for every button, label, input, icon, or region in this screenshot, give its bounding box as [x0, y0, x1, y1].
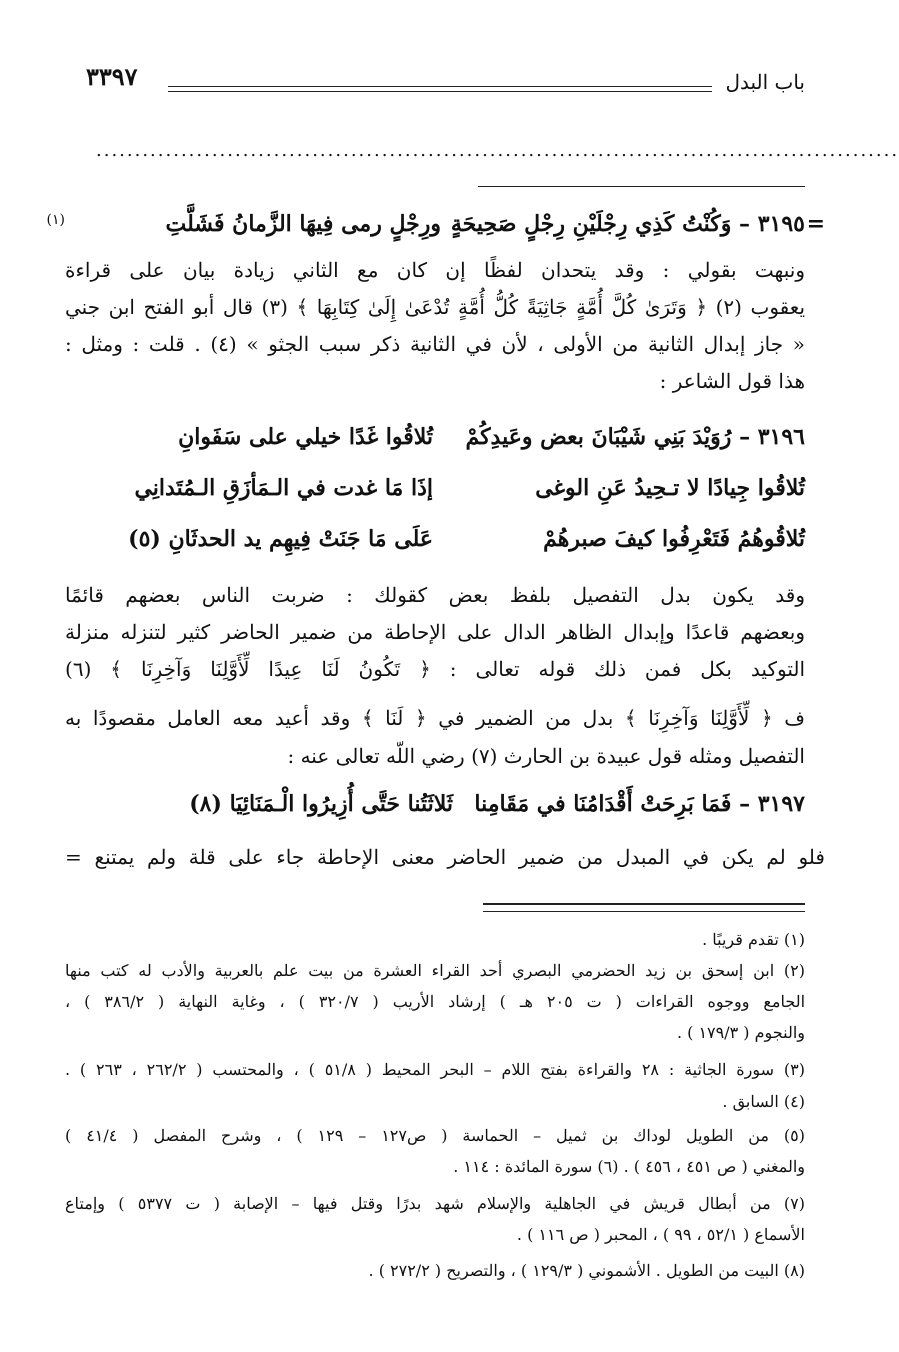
header-rule [168, 91, 712, 92]
page-number: ٣٣٩٧ [86, 62, 138, 91]
verse-3196-hemistich: عَلَى مَا جَنَتْ فِيهِم يد الحدثَانِ (٥) [128, 526, 433, 552]
verse-3197-second-hemistich: ثَلاثَتُنا حَتَّى أُزِيرُوا الْـمَنَائِيَا (٨) [189, 791, 453, 817]
body-line: وبعضهم قاعدًا وإبدال الظاهر الدال على الإحاطة من ضمير الحاضر كثير لتنزله منزلة [65, 620, 805, 644]
body-line: فلو لم يكن في المبدل من ضمير الحاضر معنى الإحاطة جاء على قلة ولم يمتنع = [65, 845, 825, 869]
body-line: التوكيد بكل فمن ذلك قوله تعالى : ﴿ تَكُونُ لَنَا عِيدًا لِّأَوَّلِنَا وَآخِرِنَا ﴾ (٦) [65, 657, 805, 681]
verse-3197-first-hemistich: ٣١٩٧ – فَمَا بَرِحَتْ أَقْدَامُنَا في مَقَامِنا [474, 791, 805, 817]
verse-3196-hemistich: ٣١٩٦ – رُوَيْدَ بَنِي شَيْبَانَ بعض وعَيدِكُمْ [465, 424, 805, 450]
footnote: (١) تقدم قريبًا . [702, 930, 805, 949]
verse-3196-hemistich: تُلاقُوا غَدًا خيلي على سَفَوانِ [178, 424, 433, 450]
verse-3196-hemistich: تُلاقُوهُمُ فَتَعْرِفُوا كيفَ صبرهُمْ [543, 526, 805, 552]
body-line: هذا قول الشاعر : [659, 369, 805, 393]
footnote: (٤) السابق . [722, 1092, 805, 1111]
body-line: وقد يكون بدل التفصيل بلفظ بعض كقولك : ضربت الناس بعضهم قائمًا [65, 583, 805, 607]
footnote-rule [483, 911, 805, 912]
footnote-rule [483, 903, 805, 905]
continuation-mark: = [806, 211, 825, 237]
body-line: ف ﴿ لِّأَوَّلِنَا وَآخِرِنَا ﴾ بدل من الضمير في ﴿ لَنَا ﴾ وقد أعيد معه العامل مقصودًا به [65, 706, 805, 730]
footnote: (٥) من الطويل لوداك بن ثميل – الحماسة ( ص١٢٧ – ١٢٩ ) ، وشرح المفصل ( ٤١/٤ ) [65, 1126, 806, 1145]
footnote: (٧) من أبطال قريش في الجاهلية والإسلام شهد بدرًا وقتل فيها – الإصابة ( ت ٥٣٧٧ ) وإمتاع [65, 1194, 806, 1213]
chapter-title: باب البدل [725, 70, 805, 94]
footnote: والنجوم ( ١٧٩/٣ ) . [676, 1023, 805, 1042]
footnote-ref: (١) [46, 212, 65, 228]
dotted-separator: ........................................................................................................ [96, 140, 899, 161]
verse-3195-second-hemistich: ورِجْلٍ رمى فِيهَا الزَّمانُ فَشَلَّتِ [165, 211, 441, 237]
footnote: (٢) ابن إسحق بن زيد الحضرمي البصري أحد القراء العشرة من بيت علم بالعربية والأدب له كتب منها [65, 961, 805, 980]
body-line: ونبهت بقولي : وقد يتحدان لفظًا إن كان مع الثاني زيادة بيان على قراءة [65, 258, 805, 282]
verse-3196-hemistich: إذَا مَا غدت في الـمَأزَقِ الـمُتَدانِي [134, 475, 433, 501]
footnote: (٣) سورة الجاثية : ٢٨ والقراءة بفتح اللام – البحر المحيط ( ٥١/٨ ) ، والمحتسب ( ٢٦٢/٢ ، ٢٦٣ ) . [65, 1060, 806, 1079]
verse-3196-hemistich: تُلاقُوا جِيادًا لا تـحِيدُ عَنِ الوغى [535, 475, 805, 501]
verse-3195-first-hemistich: ٣١٩٥ – وَكُنْتُ كَذِي رِجْلَيْنِ رِجْلٍ صَحِيحَةٍ [450, 211, 805, 237]
body-line: يعقوب (٢) ﴿ وَتَرَىٰ كُلَّ أُمَّةٍ جَاثِيَةً كُلُّ أُمَّةٍ تُدْعَىٰ إِلَىٰ كِتَابِهَا ﴾ (٣) قال أبو الفتح ابن جني [65, 295, 806, 319]
footnote: الأسماع ( ٥٢/١ ، ٩٩ ) ، المحبر ( ص ١١٦ ) . [516, 1225, 805, 1244]
body-line: التفصيل ومثله قول عبيدة بن الحارث (٧) رضي اللّه تعالى عنه : [287, 744, 805, 768]
body-line: « جاز إبدال الثانية من الأولى ، لأن في الثانية ذكر سبب الجثو » (٤) . قلت : ومثل : [65, 332, 806, 356]
footnote: (٨) البيت من الطويل . الأشموني ( ١٢٩/٣ ) ، والتصريح ( ٢٧٢/٢ ) . [368, 1261, 805, 1280]
header-rule [168, 86, 712, 87]
footnote: الجامع ووجوه القراءات ( ت ٢٠٥ هـ ) إرشاد الأريب ( ٣٢٠/٧ ) ، وغاية النهاية ( ٣٨٦/٢ ) ، [65, 992, 806, 1011]
footnote: والمغني ( ص ٤٥١ ، ٤٥٦ ) . (٦) سورة المائدة : ١١٤ . [453, 1157, 805, 1176]
section-rule [478, 186, 805, 187]
